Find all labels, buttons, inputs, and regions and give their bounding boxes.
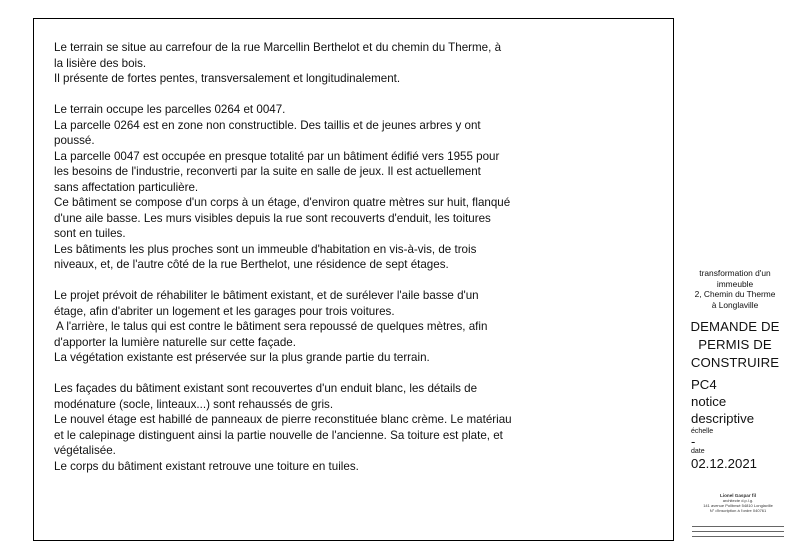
sheet-label: notice (691, 394, 727, 409)
text-line: Le terrain occupe les parcelles 0264 et 0047. (54, 103, 286, 116)
paragraph-materials (54, 381, 524, 474)
text-line: étage, afin d'abriter un logement et les garages pour trois voitures. (54, 304, 395, 318)
text-line: Le corps du bâtiment existant retrouve une toiture en tuiles. (54, 459, 359, 473)
text-line: d'une aile basse. Les murs visibles depuis la rue sont recouverts d'enduit, les toitures (54, 211, 491, 225)
sheet-label: descriptive (691, 411, 755, 426)
text-line: La végétation existante est préservée sur la plus grande partie du terrain. (54, 351, 430, 364)
scale-value: - (691, 434, 696, 449)
architect-name: Lionel Gaspar fil (720, 493, 756, 498)
text-line: poussé. (54, 134, 95, 147)
document-title (686, 318, 784, 372)
text-line: sans affectation particulière. (54, 180, 199, 194)
text-line: La parcelle 0264 est en zone non constructible. Des taillis et de jeunes arbres y ont (54, 118, 481, 132)
architect-title: architecte d.p.l.g. (722, 498, 754, 503)
paragraph-site (54, 40, 524, 87)
rule-line (692, 531, 784, 532)
architect-registration: N° d'inscription à l'ordre 040761 (709, 508, 767, 513)
scale-label: échelle (691, 428, 714, 435)
text-line: d'apporter la lumière naturelle sur cette façade. (54, 335, 296, 349)
project-line: immeuble (716, 278, 754, 289)
text-line: Le nouvel étage est habillé de panneaux de pierre reconstituée blanc crème. Le matériau (54, 413, 512, 426)
date-label: date (691, 448, 705, 455)
project-description (686, 268, 784, 310)
text-line: Ce bâtiment se compose d'un corps à un étage, d'environ quatre mètres sur huit, flanqué (54, 196, 511, 209)
architect-stamp (690, 493, 786, 513)
sheet-info (691, 376, 781, 472)
notice-text (54, 40, 524, 490)
text-line: Les façades du bâtiment existant sont recouvertes d'un enduit blanc, les détails de (54, 382, 478, 395)
text-line: sont en tuiles. (54, 227, 126, 240)
architect-address: 141 avenue Pollbnsé 54810 Longlaville (703, 503, 773, 508)
text-line: Il présente de fortes pentes, transversalement et longitudinalement. (54, 72, 401, 85)
text-line: les besoins de l'industrie, reconverti par la suite en salle de jeux. Il est actuellement (54, 165, 481, 178)
text-line: modénature (socle, linteaux...) sont rehaussés de gris. (54, 397, 334, 411)
title-line: PERMIS DE (698, 337, 772, 352)
text-line: niveaux, et, de l'autre côté de la rue Berthelot, une résidence de sept étages. (54, 258, 449, 271)
sheet-number: PC4 (691, 377, 717, 392)
project-address: 2, Chemin du Therme (694, 289, 776, 300)
text-line: La parcelle 0047 est occupée en presque totalité par un bâtiment édifié vers 1955 pour (54, 149, 500, 163)
date-value: 02.12.2021 (691, 456, 758, 471)
text-line: Le projet prévoit de réhabiliter le bâtiment existant, et de surélever l'aile basse d'un (54, 289, 479, 302)
text-line: végétalisée. (54, 444, 116, 457)
text-line: la lisière des bois. (54, 56, 147, 70)
text-line: A l'arrière, le talus qui est contre le bâtiment sera repoussé de quelques mètres, afin (56, 320, 488, 333)
paragraph-parcels (54, 102, 524, 273)
cartouche-rules (692, 526, 784, 541)
text-line: Le terrain se situe au carrefour de la rue Marcellin Berthelot et du chemin du Therme, à (54, 41, 502, 54)
project-town: à Longlaville (711, 299, 759, 310)
text-line: et le calepinage distinguent ainsi la partie nouvelle de l'ancienne. Sa toiture est plate, et (54, 428, 503, 442)
text-line: Les bâtiments les plus proches sont un immeuble d'habitation en vis-à-vis, de trois (54, 242, 477, 256)
rule-line (692, 526, 784, 527)
paragraph-project (54, 288, 524, 366)
rule-line (692, 536, 784, 537)
title-line: CONSTRUIRE (690, 355, 780, 370)
title-line: DEMANDE DE (690, 319, 780, 334)
project-line: transformation d'un (699, 268, 771, 278)
